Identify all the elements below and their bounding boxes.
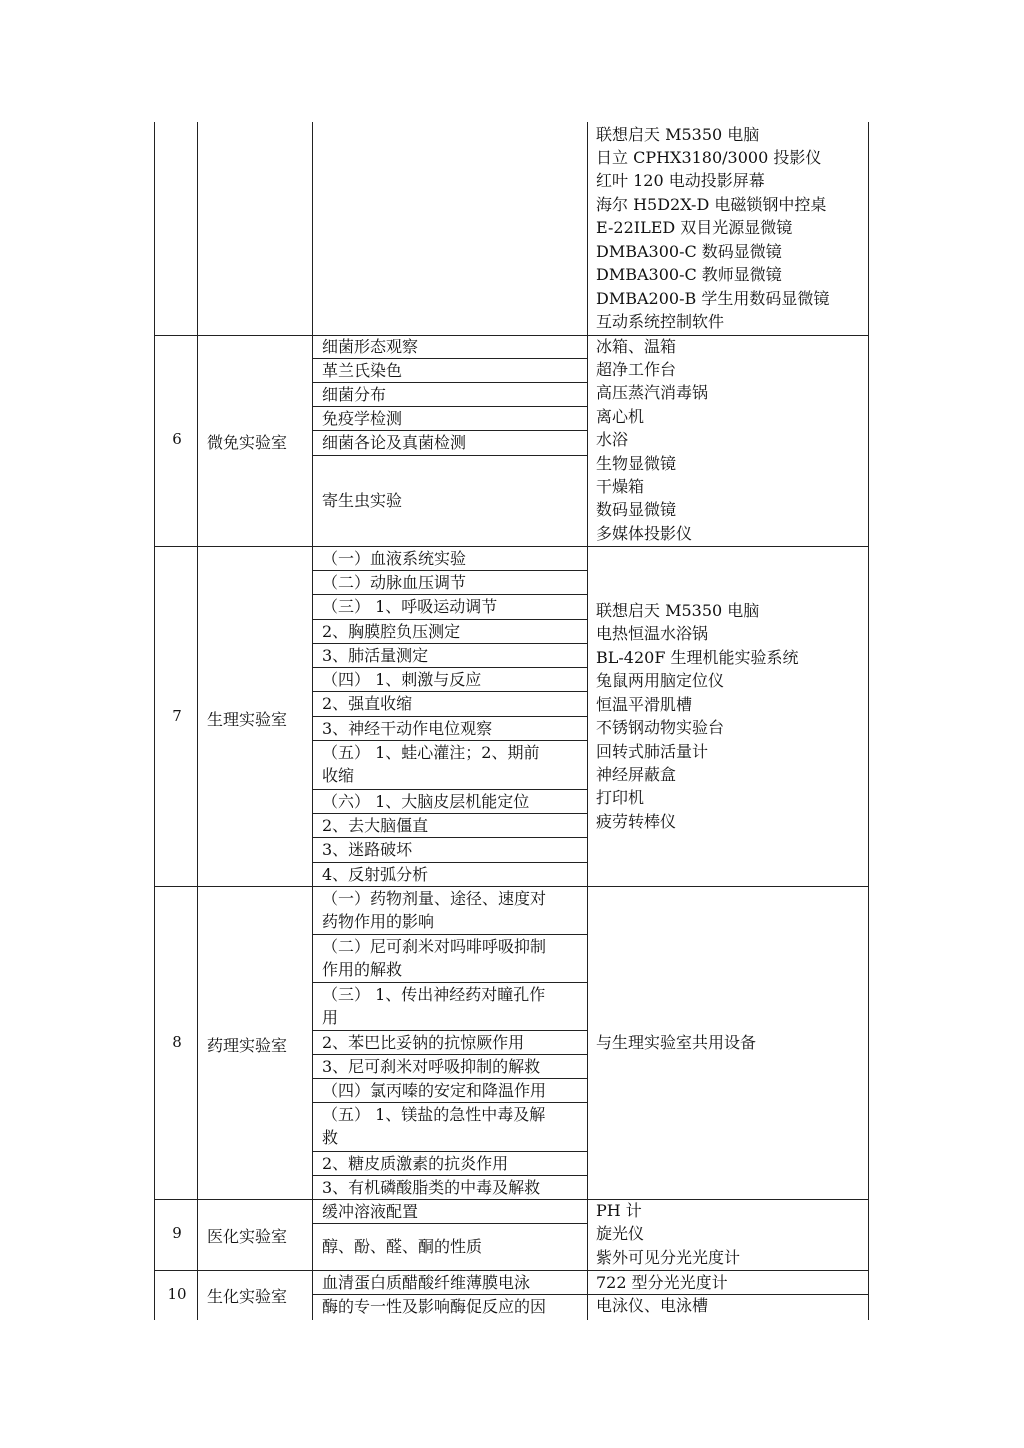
equipment-item: PH 计 [596,1201,642,1220]
equipment-item: 电热恒温水浴锅 [596,624,709,643]
experiment-item: （一）药物剂量、途径、速度对 [322,889,547,908]
equipment-item: 海尔 H5D2X-D 电磁锁钢中控桌 [596,195,827,214]
experiment-item: 3、肺活量测定 [322,646,429,665]
lab-name: 微免实验室 [207,433,288,452]
equipment-item: 互动系统控制软件 [596,312,725,331]
lab-name: 医化实验室 [207,1227,288,1246]
equipment-item: 兔鼠两用脑定位仪 [596,671,725,690]
row-number: 8 [172,1033,182,1051]
equipment-item: DMBA300-C 数码显微镜 [596,242,782,261]
experiment-item: （一）血液系统实验 [322,549,467,568]
experiment-item: 作用的解救 [322,960,403,979]
experiment-item: 革兰氏染色 [322,361,403,380]
experiment-item: 2、苯巴比妥钠的抗惊厥作用 [322,1033,525,1052]
equipment-item: 联想启天 M5350 电脑 [596,125,760,144]
row-number: 7 [172,707,182,725]
equipment-item: 高压蒸汽消毒锅 [596,383,709,402]
experiment-item: （四）氯丙嗪的安定和降温作用 [322,1081,547,1100]
equipment-item: DMBA200-B 学生用数码显微镜 [596,289,830,308]
experiment-item: （三） 1、呼吸运动调节 [322,597,498,616]
experiment-item: （四） 1、刺激与反应 [322,670,482,689]
experiment-item: 3、有机磷酸脂类的中毒及解救 [322,1178,541,1197]
equipment-item: BL-420F 生理机能实验系统 [596,648,799,667]
equipment-item: 紫外可见分光光度计 [596,1248,741,1267]
equipment-item: 干燥箱 [596,477,645,496]
experiment-item: 4、反射弧分析 [322,865,429,884]
experiment-item: 2、强直收缩 [322,694,413,713]
experiment-item: 免疫学检测 [322,409,403,428]
equipment-item: 数码显微镜 [596,500,677,519]
row-number: 9 [172,1224,182,1242]
experiment-item: 2、胸膜腔负压测定 [322,622,461,641]
equipment-item: 神经屏蔽盒 [596,765,677,784]
experiment-item: 3、神经干动作电位观察 [322,719,493,738]
experiment-item: 用 [322,1008,339,1027]
row-number: 10 [167,1285,187,1303]
experiment-item: 细菌分布 [322,385,387,404]
lab-name: 生理实验室 [207,710,288,729]
experiment-item: 酶的专一性及影响酶促反应的因 [322,1297,547,1316]
experiment-item: 3、尼可刹米对呼吸抑制的解救 [322,1057,541,1076]
experiment-item: 缓冲溶液配置 [322,1202,419,1221]
experiment-item: 细菌形态观察 [322,337,419,356]
equipment-item: 722 型分光光度计 [596,1273,728,1292]
equipment-item: 红叶 120 电动投影屏幕 [596,171,765,190]
experiment-item: 寄生虫实验 [322,491,403,510]
experiment-item: （二）动脉血压调节 [322,573,467,592]
equipment-item: 与生理实验室共用设备 [596,1033,757,1052]
experiment-item: （六） 1、大脑皮层机能定位 [322,792,530,811]
equipment-item: 电泳仪、电泳槽 [596,1296,709,1315]
experiment-item: 醇、酚、醛、酮的性质 [322,1237,483,1256]
lab-name: 药理实验室 [207,1036,288,1055]
experiment-item: 药物作用的影响 [322,912,435,931]
equipment-item: 恒温平滑肌槽 [596,695,693,714]
equipment-item: 日立 CPHX3180/3000 投影仪 [596,148,822,167]
equipment-item: 疲劳转棒仪 [596,812,677,831]
experiment-item: 救 [322,1128,339,1147]
experiment-item: （二）尼可刹米对吗啡呼吸抑制 [322,937,547,956]
equipment-item: 不锈钢动物实验台 [596,718,725,737]
equipment-item: 水浴 [596,430,629,449]
equipment-item: 超净工作台 [596,360,677,379]
equipment-item: 打印机 [596,788,645,807]
experiment-item: 细菌各论及真菌检测 [322,433,467,452]
row-number: 6 [172,430,182,448]
lab-name: 生化实验室 [207,1287,288,1306]
equipment-item: 离心机 [596,407,645,426]
experiment-item: 2、去大脑僵直 [322,816,429,835]
equipment-item: 旋光仪 [596,1224,645,1243]
experiment-item: 3、迷路破坏 [322,840,413,859]
experiment-item: （五） 1、蛙心灌注；2、期前 [322,743,540,762]
experiment-item: （三） 1、传出神经药对瞳孔作 [322,985,546,1004]
equipment-item: 冰箱、温箱 [596,337,677,356]
equipment-item: 多媒体投影仪 [596,524,693,543]
equipment-item: DMBA300-C 教师显微镜 [596,265,782,284]
experiment-item: 血清蛋白质醋酸纤维薄膜电泳 [322,1273,531,1292]
equipment-item: 联想启天 M5350 电脑 [596,601,760,620]
equipment-item: 回转式肺活量计 [596,742,709,761]
equipment-item: 生物显微镜 [596,454,677,473]
experiment-item: 2、糖皮质激素的抗炎作用 [322,1154,509,1173]
experiment-item: （五） 1、镁盐的急性中毒及解 [322,1105,546,1124]
experiment-item: 收缩 [322,766,355,785]
equipment-item: E-22ILED 双目光源显微镜 [596,218,793,237]
